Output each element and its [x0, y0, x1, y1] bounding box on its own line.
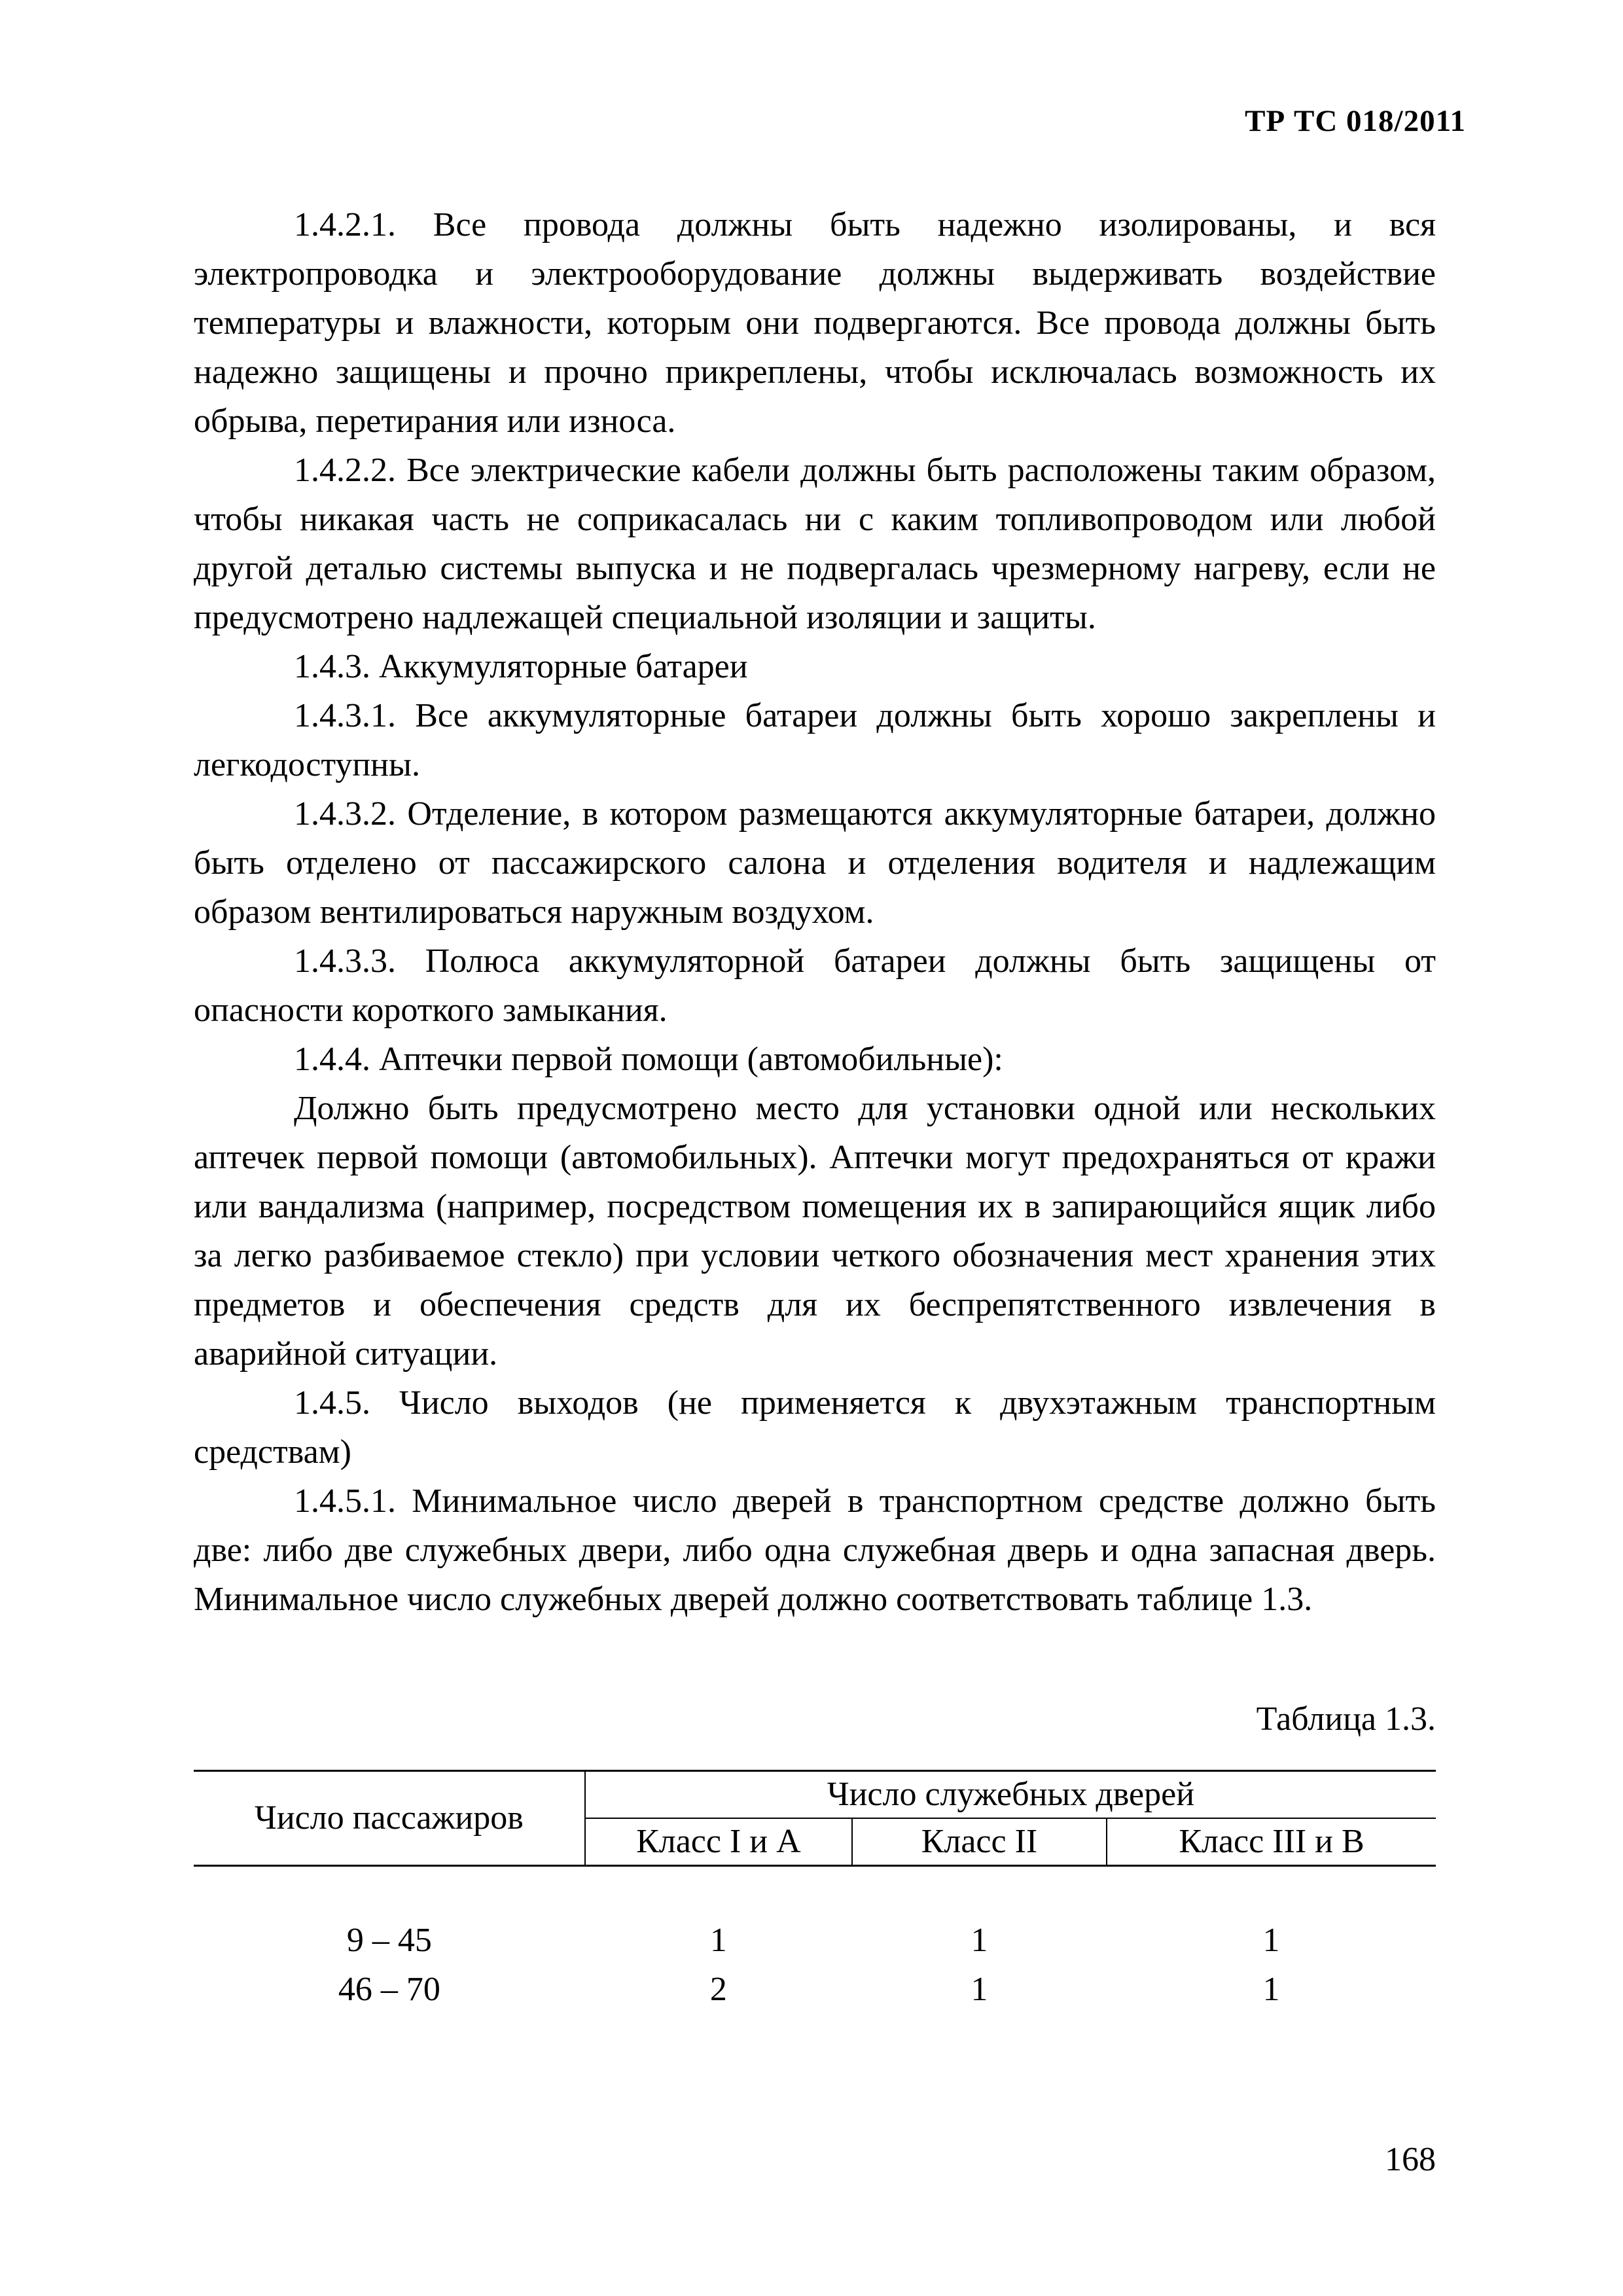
paragraph-1-4-3-2: 1.4.3.2. Отделение, в котором размещаются аккумуляторные батареи, должно быть отделено от пассажирского салона и отделения водителя и надлежащим образом вентилироваться наружным воздухом. [194, 795, 1436, 931]
heading-1-4-5: 1.4.5. Число выходов (не применяется к двухэтажным транспортным средствам) [194, 1384, 1436, 1471]
paragraph-first-aid: Должно быть предусмотрено место для установки одной или нескольких аптечек первой помощи (автомобильных). Аптечки могут предохраняться от кражи или вандализма (например, посредством помещения их в запирающийся ящик либо за легко разбиваемое стекло) при условии четкого обозначения мест хранения этих предметов и обеспечения средств для их беспрепятственного извлечения в аварийной ситуации. [194, 1090, 1436, 1372]
paragraph-1-4-3-1: 1.4.3.1. Все аккумуляторные батареи должны быть хорошо закреплены и легкодоступны. [194, 697, 1436, 783]
cell-class-1-a: 2 [709, 1971, 727, 2008]
cell-class-1-a: 1 [709, 1922, 727, 1959]
table-caption: Таблица 1.3. [1256, 1700, 1436, 1738]
cell-class-3-b: 1 [1262, 1922, 1280, 1959]
cell-passengers: 9 – 45 [346, 1922, 432, 1959]
header-passengers: Число пассажиров [194, 1771, 585, 1866]
page-number: 168 [1385, 2141, 1436, 2178]
document-body [194, 200, 1436, 2014]
header-class-1-a: Класс I и А [585, 1818, 852, 1866]
document-code-header: ТР ТС 018/2011 [1245, 104, 1466, 138]
header-service-doors: Число служебных дверей [827, 1776, 1195, 1813]
paragraph-1-4-2-2: 1.4.2.2. Все электрические кабели должны быть расположены таким образом, чтобы никакая часть не соприкасалась ни с каким топливопроводом или любой другой деталью системы выпуска и не подвергалась чрезмерному нагреву, если не предусмотрено надлежащей специальной изоляции и защиты. [194, 452, 1436, 636]
paragraph-1-4-2-1: 1.4.2.1. Все провода должны быть надежно изолированы, и вся электропроводка и электрооборудование должны выдерживать воздействие температуры и влажности, которым они подвергаются. Все провода должны быть надежно защищены и прочно прикреплены, чтобы исключалась возможность их обрыва, перетирания или износа. [194, 206, 1436, 440]
paragraph-1-4-5-1: 1.4.5.1. Минимальное число дверей в транспортном средстве должно быть две: либо две служебных двери, либо одна служебная дверь и одна запасная дверь. Минимальное число служебных дверей должно соответствовать таблице 1.3. [194, 1482, 1436, 1618]
cell-passengers: 46 – 70 [338, 1971, 440, 2008]
table-row [194, 1916, 1436, 1965]
doors-table [194, 1770, 1436, 2014]
cell-class-3-b: 1 [1262, 1971, 1280, 2008]
cell-class-2: 1 [971, 1971, 988, 2008]
table-row [194, 1965, 1436, 2014]
header-class-3-b: Класс III и В [1107, 1818, 1436, 1866]
heading-1-4-3: 1.4.3. Аккумуляторные батареи [294, 648, 748, 685]
paragraph-1-4-3-3: 1.4.3.3. Полюса аккумуляторной батареи должны быть защищены от опасности короткого замыкания. [194, 942, 1436, 1029]
header-class-2: Класс II [852, 1818, 1107, 1866]
cell-class-2: 1 [971, 1922, 988, 1959]
heading-1-4-4: 1.4.4. Аптечки первой помощи (автомобильные): [294, 1041, 1003, 1078]
